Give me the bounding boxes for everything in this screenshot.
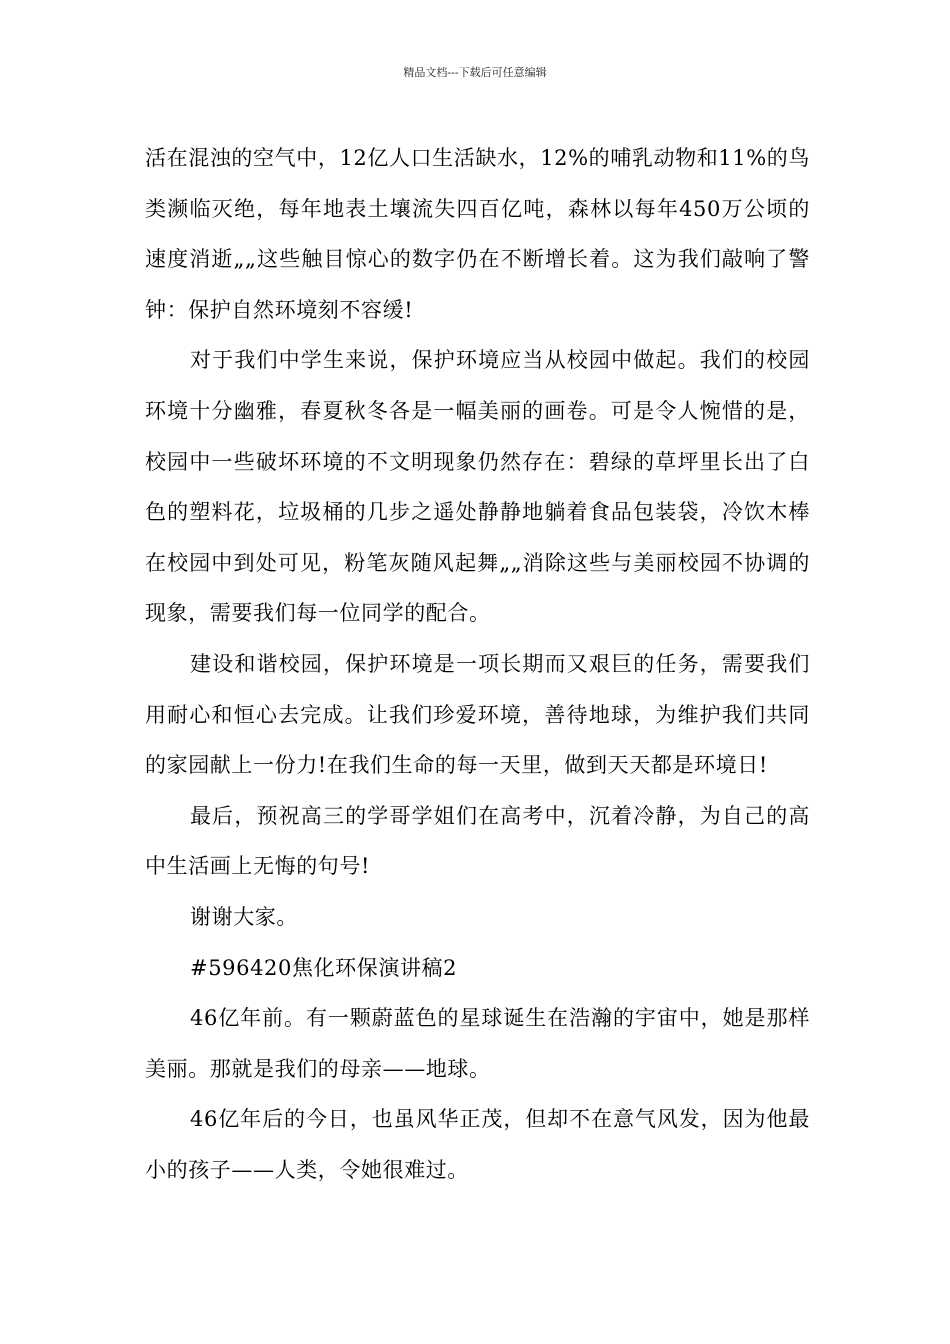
paragraph-continued: 活在混浊的空气中，12亿人口生活缺水，12%的哺乳动物和11%的鸟类濒临灭绝，每年地表土壤流失四百亿吨，森林以每年450万公顷的速度消逝„„这些触目惊心的数字仍在不断增长着。这为我们敲响了警钟：保护自然环境刻不容缓! — [145, 146, 810, 322]
paragraph-thanks: 谢谢大家。 — [190, 904, 298, 929]
paragraph-harmony: 建设和谐校园，保护环境是一项长期而又艰巨的任务，需要我们用耐心和恒心去完成。让我们珍爱环境，善待地球，为维护我们共同的家园献上一份力!在我们生命的每一天里，做到天天都是环境日! — [145, 651, 810, 778]
page-header: 精品文档---下载后可任意编辑 — [403, 66, 547, 79]
paragraph-closing-wish: 最后，预祝高三的学哥学姐们在高考中，沉着冷静，为自己的高中生活画上无悔的句号! — [145, 803, 810, 879]
paragraph-campus: 对于我们中学生来说，保护环境应当从校园中做起。我们的校园环境十分幽雅，春夏秋冬各是一幅美丽的画卷。可是令人惋惜的是，校园中一些破坏环境的不文明现象仍然存在：碧绿的草坪里长出了白色的塑料花，垃圾桶的几步之遥处静静地躺着食品包装袋，冷饮木棒在校园中到处可见，粉笔灰随风起舞„„消除这些与美丽校园不协调的现象，需要我们每一位同学的配合。 — [145, 348, 810, 626]
paragraph-earth-origin: 46亿年前。有一颗蔚蓝色的星球诞生在浩瀚的宇宙中，她是那样美丽。那就是我们的母亲——地球。 — [145, 1006, 810, 1081]
paragraph-earth-today: 46亿年后的今日，也虽风华正茂，但却不在意气风发，因为他最小的孩子——人类，令她很难过。 — [145, 1107, 810, 1182]
section-title: #596420焦化环保演讲稿2 — [190, 955, 458, 980]
document-body — [145, 133, 810, 1195]
